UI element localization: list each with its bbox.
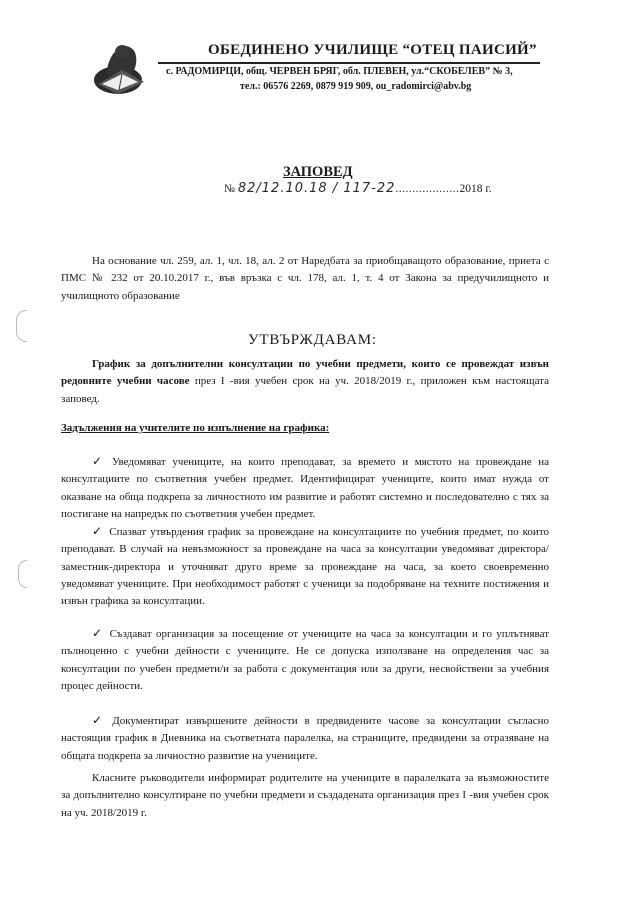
handwritten-order-number: 82/12.10.18 / 117-22 bbox=[237, 181, 396, 196]
legal-basis-paragraph: На основание чл. 259, ал. 1, чл. 18, ал. 2 от Наредбата за приобщаващото образование, приета с ПМС № 232 от 20.10.2017 г., във връзка с чл. 178, ал. 1, т. 4 от Закона за предучилищното и училищното образование bbox=[61, 255, 549, 302]
checkmark-icon: ✓ bbox=[92, 626, 104, 640]
school-address: с. РАДОМИРЦИ, общ. ЧЕРВЕН БРЯГ, обл. ПЛЕВЕН, ул.“СКОБЕЛЕВ” № 3, bbox=[166, 66, 513, 77]
task-paragraph-1 bbox=[61, 453, 549, 523]
approve-heading: УТВЪРЖДАВАМ: bbox=[248, 332, 377, 348]
duties-heading: Задължения на учителите по изпълнение на графика: bbox=[61, 422, 330, 434]
school-logo bbox=[88, 34, 152, 98]
schedule-paragraph bbox=[61, 356, 549, 408]
order-dots: ................... bbox=[395, 183, 460, 195]
schedule-bold-text: График за допълнителни консултации по учебни предмети, които се провеждат извън редовните учебни часове bbox=[61, 358, 549, 388]
school-contacts: тел.: 06576 2269, 0879 919 909, ou_radomirci@abv.bg bbox=[240, 81, 472, 92]
task-text-4: Документират извършените дейности в предвидените часове за консултации съгласно настоящия график в Дневника на съответната паралелка, на страниците, предвидени за отразяване на общата подкрепа за личностно развитие на учениците. bbox=[61, 715, 549, 762]
task-text-1: Уведомяват учениците, на които преподават, за времето и мястото на провеждане на консултациите по съответния учебен предмет. Идентифицират учениците, които имат нужда от оказване на обща подкрепа за личностното им развитие и работят системно и последователно с тях за постигане на напредък по съответния учебен предмет. bbox=[61, 456, 549, 520]
header-divider bbox=[158, 62, 540, 64]
final-paragraph: Класните ръководители информират родителите на учениците в паралелката за възможностите за допълнително консултиране по учебни предмети и създадената организация през I -вия учебен срок на уч. 2018/2019 г. bbox=[61, 772, 549, 819]
checkmark-icon: ✓ bbox=[92, 713, 107, 727]
task-paragraph-4 bbox=[61, 712, 549, 765]
scan-binder-mark bbox=[16, 310, 27, 342]
school-name: ОБЕДИНЕНО УЧИЛИЩЕ “ОТЕЦ ПАИСИЙ” bbox=[208, 42, 537, 58]
order-year: 2018 г. bbox=[459, 183, 492, 195]
schedule-rest-text: през I -вия учебен срок на уч. 2018/2019 г., приложен към настоящата заповед. bbox=[61, 375, 549, 405]
scan-binder-mark bbox=[18, 560, 27, 588]
task-paragraph-3 bbox=[61, 625, 549, 695]
checkmark-icon: ✓ bbox=[92, 454, 106, 468]
checkmark-icon: ✓ bbox=[92, 524, 104, 538]
task-text-2: Спазват утвърдения график за провеждане на консултациите по учебния предмет, по които преподават. В случай на невъзможност за провеждане на часа за консултации уведомяват директора/заместник-директора и уточняват друго време за провеждане на часа, за което своевременно уведомяват учениците. При необходимост работят с ученици за подобряване на техните постижения и извън графика за консултации. bbox=[61, 526, 549, 608]
order-number-line bbox=[224, 181, 492, 196]
task-text-3: Създават организация за посещение от учениците на часа за консултации и го уплътняват пълноценно с учебни дейности с учениците. Не се допуска използване на определения час за консултации по учебен предмети/и за работа с документация или за други, несвойствени за учебния процес дейности. bbox=[61, 628, 549, 692]
task-paragraph-2 bbox=[61, 523, 549, 610]
order-title: ЗАПОВЕД bbox=[283, 164, 353, 180]
number-sign: № bbox=[224, 183, 235, 195]
